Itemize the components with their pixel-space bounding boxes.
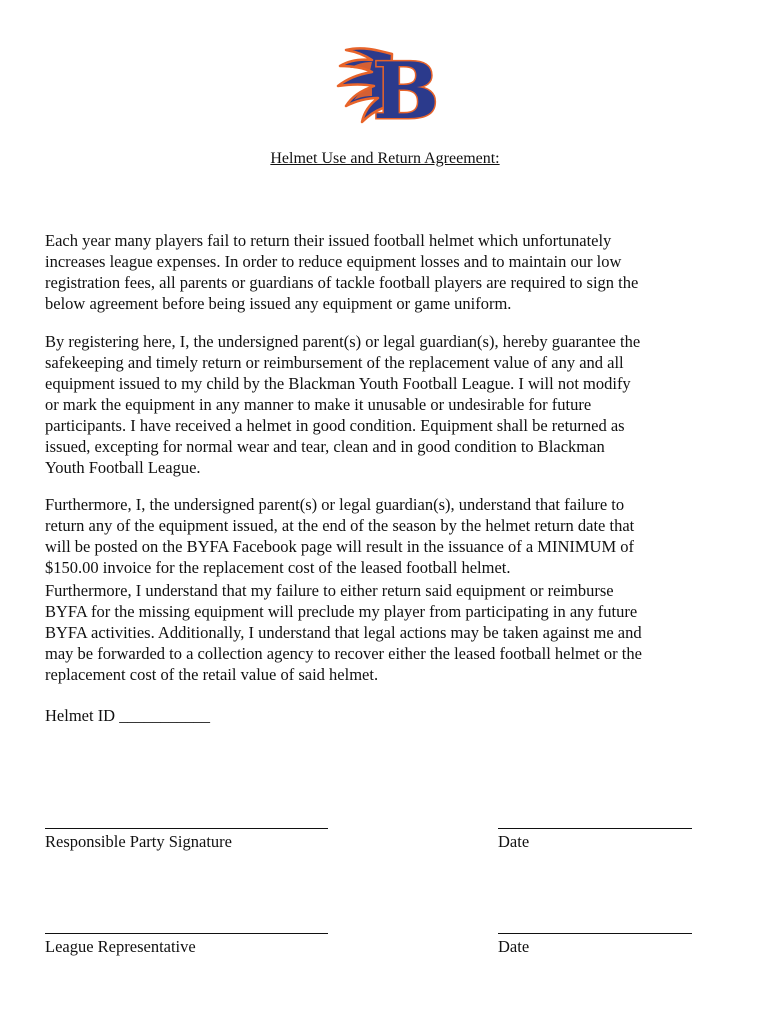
- text-line: participants. I have received a helmet in good condition. Equipment shall be returned as: [45, 415, 625, 435]
- date-label-1: Date: [498, 832, 530, 851]
- text-line: By registering here, I, the undersigned parent(s) or legal guardian(s), hereby guarantee the: [45, 331, 641, 351]
- text-line: below agreement before being issued any equipment or game uniform.: [45, 293, 512, 313]
- flaming-b-logo-icon: [332, 44, 442, 130]
- text-line: may be forwarded to a collection agency to recover either the leased football helmet or the: [45, 643, 642, 663]
- text-line: Youth Football League.: [45, 457, 201, 477]
- text-line: BYFA activities. Additionally, I understand that legal actions may be taken against me and: [45, 622, 642, 642]
- text-line: BYFA for the missing equipment will preclude my player from participating in any future: [45, 601, 638, 621]
- text-line: safekeeping and timely return or reimbursement of the replacement value of any and all: [45, 352, 624, 372]
- league-representative-signature-line[interactable]: [45, 933, 328, 934]
- text-line: issued, excepting for normal wear and tear, clean and in good condition to Blackman: [45, 436, 605, 456]
- guarantee-paragraph: [45, 331, 735, 478]
- text-line: equipment issued to my child by the Blackman Youth Football League. I will not modify: [45, 373, 631, 393]
- page-title: Helmet Use and Return Agreement:: [270, 150, 500, 167]
- consequences-paragraph: [45, 580, 735, 685]
- intro-paragraph: [45, 230, 735, 314]
- helmet-id-field[interactable]: [45, 706, 210, 726]
- helmet-id-label: Helmet ID: [45, 706, 120, 725]
- text-line: Furthermore, I, the undersigned parent(s) or legal guardian(s), understand that failure to: [45, 494, 625, 514]
- text-line: replacement cost of the retail value of said helmet.: [45, 664, 379, 684]
- invoice-paragraph: [45, 494, 735, 578]
- date-line-1[interactable]: [498, 828, 692, 829]
- responsible-party-signature-line[interactable]: [45, 828, 328, 829]
- logo-letter: B: [373, 46, 439, 130]
- text-line: registration fees, all parents or guardians of tackle football players are required to sign the: [45, 272, 639, 292]
- responsible-party-signature-label: Responsible Party Signature: [45, 832, 232, 851]
- text-line: Each year many players fail to return their issued football helmet which unfortunately: [45, 230, 612, 250]
- text-line: will be posted on the BYFA Facebook page will result in the issuance of a MINIMUM of: [45, 536, 635, 556]
- date-line-2[interactable]: [498, 933, 692, 934]
- text-line: $150.00 invoice for the replacement cost of the leased football helmet.: [45, 557, 511, 577]
- text-line: return any of the equipment issued, at the end of the season by the helmet return date that: [45, 515, 635, 535]
- date-label-2: Date: [498, 937, 530, 956]
- text-line: increases league expenses. In order to reduce equipment losses and to maintain our low: [45, 251, 622, 271]
- league-representative-label: League Representative: [45, 937, 196, 956]
- league-logo: [332, 44, 442, 130]
- helmet-id-blank[interactable]: ___________: [119, 706, 210, 725]
- text-line: Furthermore, I understand that my failure to either return said equipment or reimburse: [45, 580, 614, 600]
- text-line: or mark the equipment in any manner to make it unusable or undesirable for future: [45, 394, 592, 414]
